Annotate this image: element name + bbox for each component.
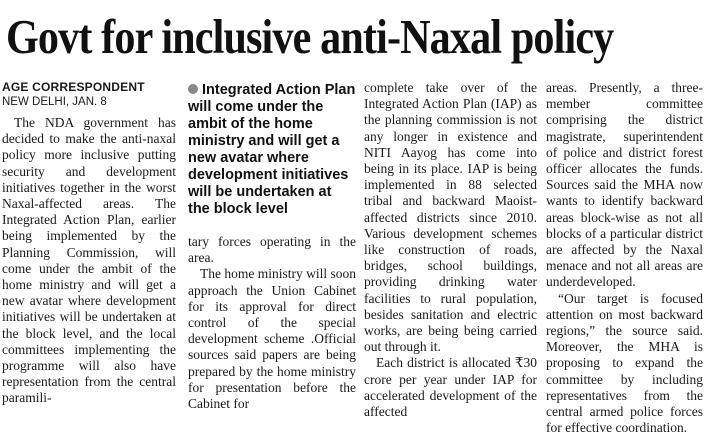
column-2 [188, 80, 356, 412]
byline: AGE CORRESPONDENT [2, 80, 145, 94]
headline: Govt for inclusive anti-Naxal policy [6, 9, 614, 64]
body-paragraph: areas. Presently, a three-member committee comprising the district magistrate, superintendent of police and district forest officer allocates the funds. Sources said the MHA now wants to identify backward areas block-wise as not all blocks of a particular district are affected by the Naxal menace and not all areas are underdeveloped. [546, 80, 703, 290]
body-paragraph: Each district is allocated ₹30 crore per year under IAP for accelerated development of the affected [364, 355, 537, 420]
body-paragraph: tary forces operating in the area. [188, 234, 356, 266]
body-paragraph: The home ministry will soon approach the Union Cabinet for its approval for direct control of the special development scheme .Official sources said papers are being prepared by the home ministry for presentation before the Cabinet for [188, 266, 356, 412]
pull-quote [188, 80, 356, 218]
body-paragraph: The NDA government has decided to make the anti-naxal policy more inclusive putting security and development initiatives together in the worst Naxal-affected areas. The Integrated Action Plan, earlier being implemented by the Planning Commission, will come under the ambit of the home ministry and will get a new avatar where development initiatives will be undertaken at the block level, and the local committees implementing the programme will also have representation from the central paramili- [2, 115, 176, 406]
column-3 [364, 80, 537, 420]
body-paragraph: “Our target is focused attention on most backward regions,” the source said. Moreover, the MHA is proposing to expand the committee by including representatives from the central armed police forces for effective coordination. [546, 290, 703, 436]
column-1 [2, 80, 176, 407]
dateline: NEW DELHI, JAN. 8 [2, 96, 107, 108]
body-paragraph: complete take over of the Integrated Action Plan (IAP) as the planning commission is not any longer in existence and NITI Aayog has come into being in its place. IAP is being implemented in 88 selected tribal and backward Maoist-affected districts since 2010. Various development schemes like construction of roads, bridges, school buildings, providing drinking water facilities to rural population, besides sanitation and electric works, are being being carried out through it. [364, 80, 537, 355]
pull-quote-text: Integrated Action Plan will come under the ambit of the home ministry and will get a new avatar where development initiatives will be undertaken at the block level [188, 82, 356, 217]
bullet-icon [188, 84, 198, 94]
column-4 [546, 80, 703, 436]
